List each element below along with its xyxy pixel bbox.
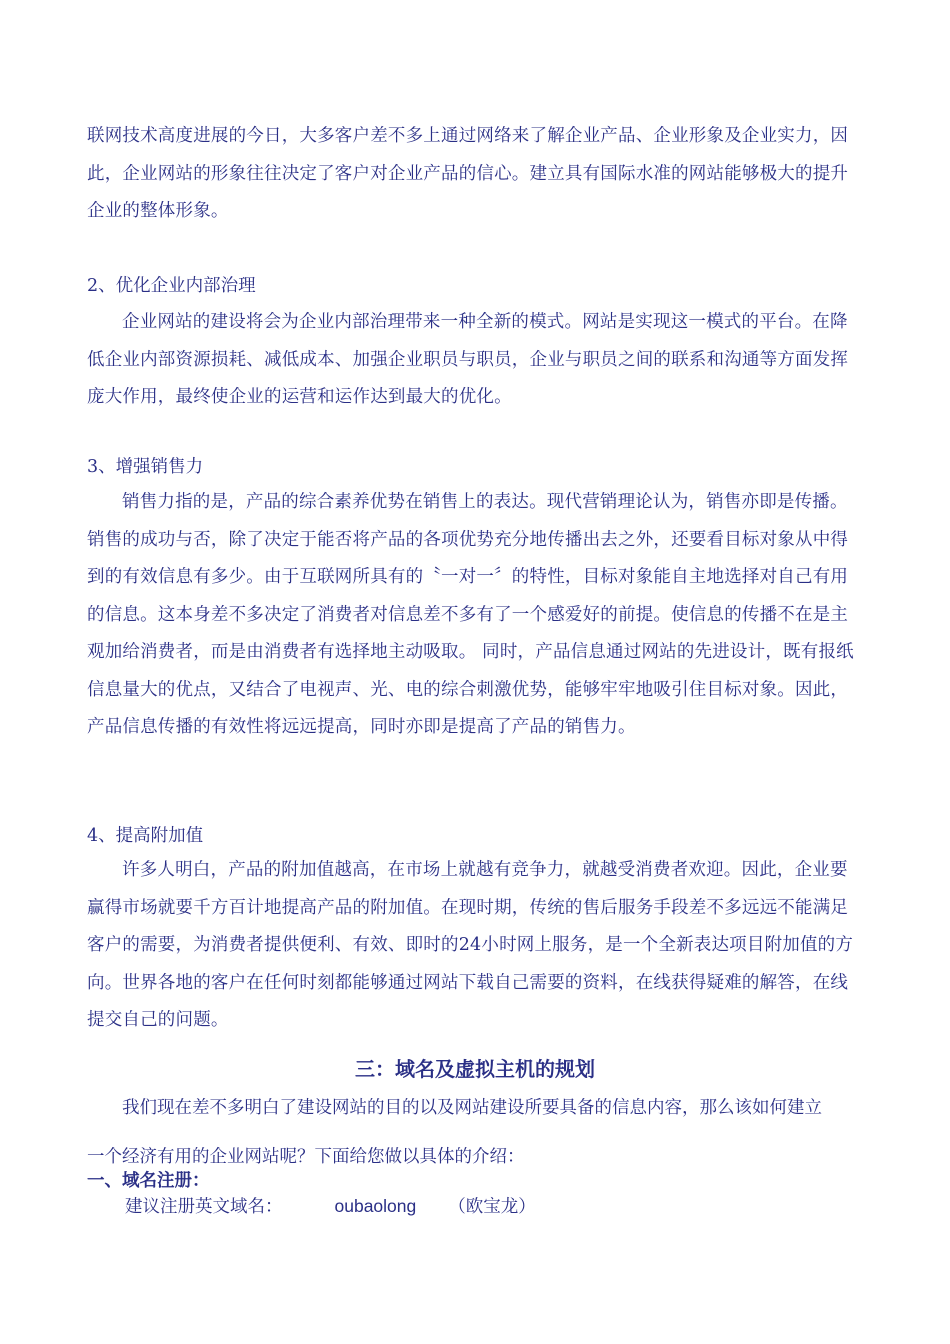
chapter-intro-line-2: 一个经济有用的企业网站呢？下面给您做以具体的介绍： <box>87 1147 525 1167</box>
intro-paragraph: 联网技术高度进展的今日，大多客户差不多上通过网络来了解企业产品、企业形象及企业实力，因此，企业网站的形象往往决定了客户对企业产品的信心。建立具有国际水准的网站能够极大的提升企业的整体形象。 <box>87 126 849 221</box>
domain-note: （欧宝龙） <box>448 1197 536 1217</box>
chapter-title: 三：域名及虚拟主机的规划 <box>355 1057 595 1081</box>
section-heading-4: 4、提高附加值 <box>87 826 204 846</box>
section-body-2: 企业网站的建设将会为企业内部治理带来一种全新的模式。网站是实现这一模式的平台。在降低企业内部资源损耗、减低成本、加强企业职员与职员，企业与职员之间的联系和沟通等方面发挥庞大作用，最终使企业的运营和运作达到最大的优化。 <box>87 312 849 407</box>
section-heading-3: 3、增强销售力 <box>87 457 204 477</box>
chapter-intro-line-1: 我们现在差不多明白了建设网站的目的以及网站建设所要具备的信息内容，那么该如何建立 <box>122 1098 822 1118</box>
domain-value: oubaolong <box>334 1196 417 1216</box>
domain-row <box>125 1194 536 1219</box>
section-heading-2: 2、优化企业内部治理 <box>87 276 256 296</box>
section-body-4: 许多人明白，产品的附加值越高，在市场上就越有竞争力，就越受消费者欢迎。因此，企业要赢得市场就要千方百计地提高产品的附加值。在现时期，传统的售后服务手段差不多远远不能满足客户的需要，为消费者提供便利、有效、即时的24小时网上服务，是一个全新表达项目附加值的方向。世界各地的客户在任何时刻都能够通过网站下载自己需要的资料，在线获得疑难的解答，在线提交自己的问题。 <box>87 860 854 1030</box>
domain-heading: 一、域名注册： <box>87 1171 210 1191</box>
domain-label: 建议注册英文域名： <box>125 1197 283 1217</box>
section-body-3: 销售力指的是，产品的综合素养优势在销售上的表达。现代营销理论认为，销售亦即是传播。销售的成功与否，除了决定于能否将产品的各项优势充分地传播出去之外，还要看目标对象从中得到的有效信息有多少。由于互联网所具有的〝一对一〞的特性，目标对象能自主地选择对自己有用的信息。这本身差不多决定了消费者对信息差不多有了一个感爱好的前提。使信息的传播不在是主观加给消费者，而是由消费者有选择地主动吸取。 同时，产品信息通过网站的先进设计，既有报纸信息量大的优点，又结合了电视声、光、电的综合刺激优势，能够牢牢地吸引住目标对象。因此，产品信息传播的有效性将远远提高，同时亦即是提高了产品的销售力。 <box>87 492 854 737</box>
